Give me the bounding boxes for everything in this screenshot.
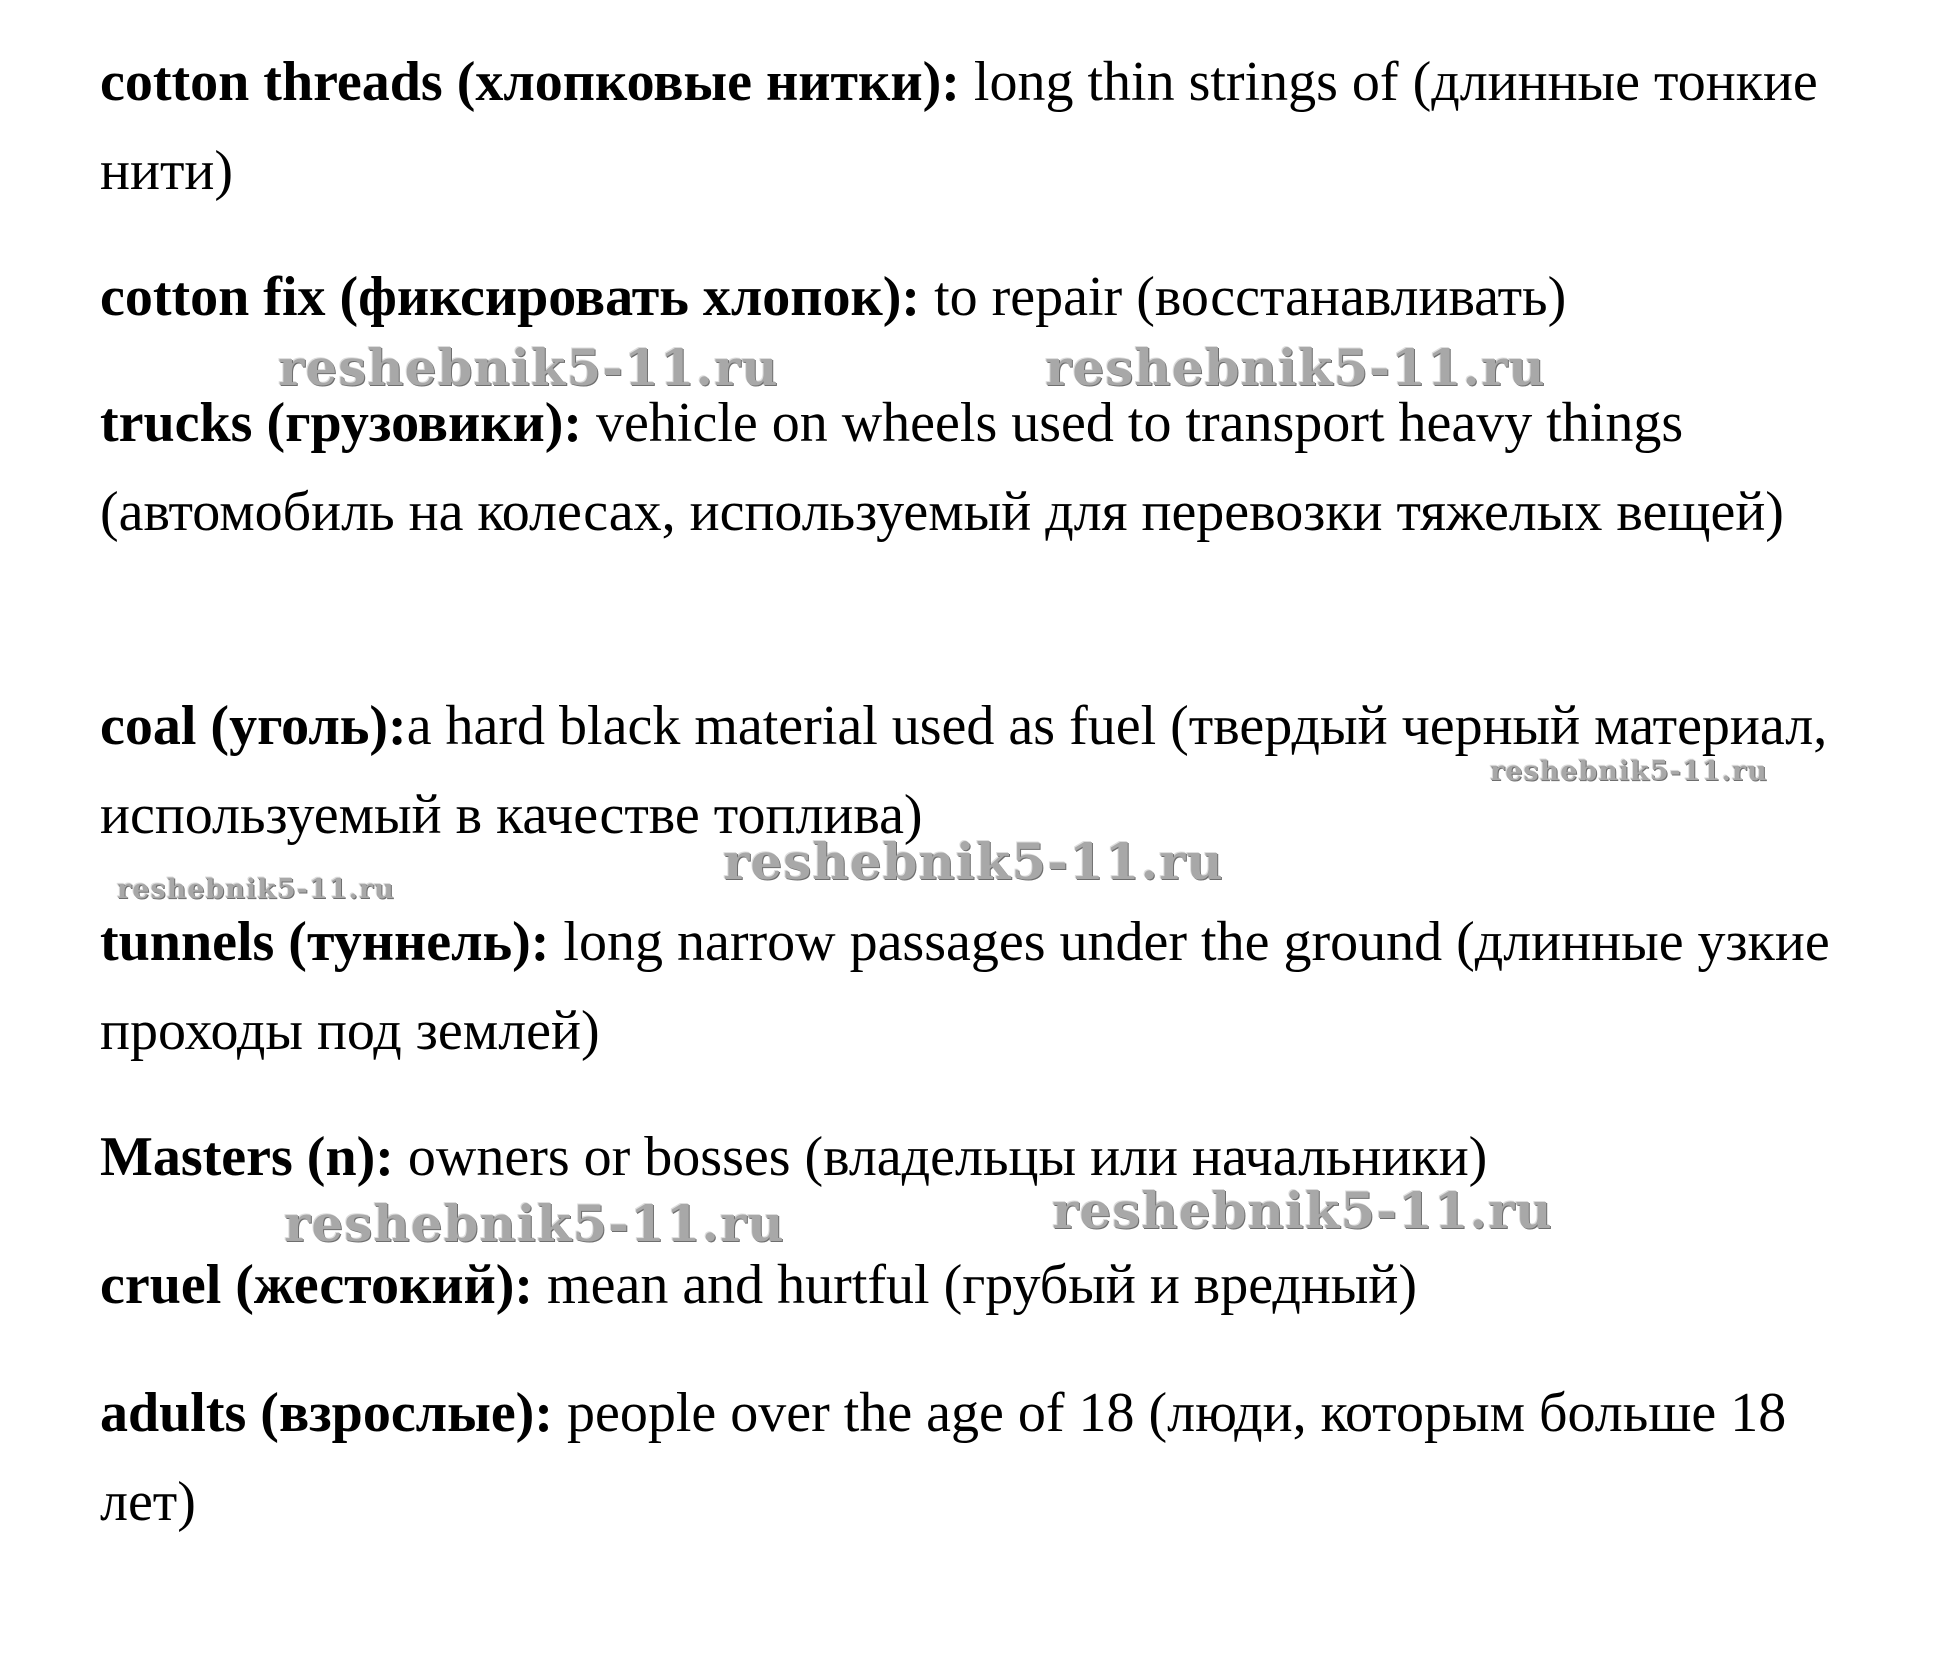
watermark-text: reshebnik5-11.ru (723, 832, 1224, 891)
watermark-text: reshebnik5-11.ru (278, 338, 779, 397)
watermark-text: reshebnik5-11.ru (117, 874, 395, 905)
entry-term: tunnels (туннель): (100, 911, 550, 973)
watermark-text: reshebnik5-11.ru (1045, 338, 1546, 397)
glossary-entry-masters (100, 1113, 1860, 1202)
watermark-text: reshebnik5-11.ru (1490, 756, 1768, 787)
watermark-text: reshebnik5-11.ru (284, 1194, 785, 1253)
entry-term: adults (взрослые): (100, 1382, 553, 1444)
entry-definition: vehicle on wheels used to transport heavy things (автомобиль на колесах, используемый для перевозки тяжелых вещей) (100, 392, 1784, 543)
glossary-entry-cruel (100, 1241, 1860, 1330)
glossary-entry-trucks (100, 379, 1860, 557)
watermark-text: reshebnik5-11.ru (1052, 1181, 1553, 1240)
entry-definition: people over the age of 18 (люди, которым больше 18 лет) (100, 1382, 1787, 1533)
entry-term: Masters (n): (100, 1126, 394, 1188)
glossary-entry-cotton-fix (100, 253, 1860, 342)
entry-definition: long thin strings of (длинные тонкие нити) (100, 51, 1818, 202)
entry-term: cotton threads (хлопковые нитки): (100, 51, 960, 113)
entry-term: coal (уголь): (100, 695, 407, 757)
entry-definition: mean and hurtful (грубый и вредный) (533, 1254, 1418, 1316)
entry-definition: long narrow passages under the ground (длинные узкие проходы под землей) (100, 911, 1830, 1062)
glossary-entry-cotton-threads (100, 38, 1860, 216)
glossary-entry-adults (100, 1369, 1860, 1547)
entry-definition: a hard black material used as fuel (твердый черный материал, используемый в качестве топлива) (100, 695, 1828, 846)
entry-term: cotton fix (фиксировать хлопок): (100, 266, 921, 328)
entry-definition: owners or bosses (владельцы или начальники) (393, 1126, 1488, 1188)
entry-term: cruel (жестокий): (100, 1254, 534, 1316)
glossary-entry-tunnels (100, 898, 1860, 1076)
entry-definition: to repair (восстанавливать) (920, 266, 1567, 328)
entry-term: trucks (грузовики): (100, 392, 583, 454)
